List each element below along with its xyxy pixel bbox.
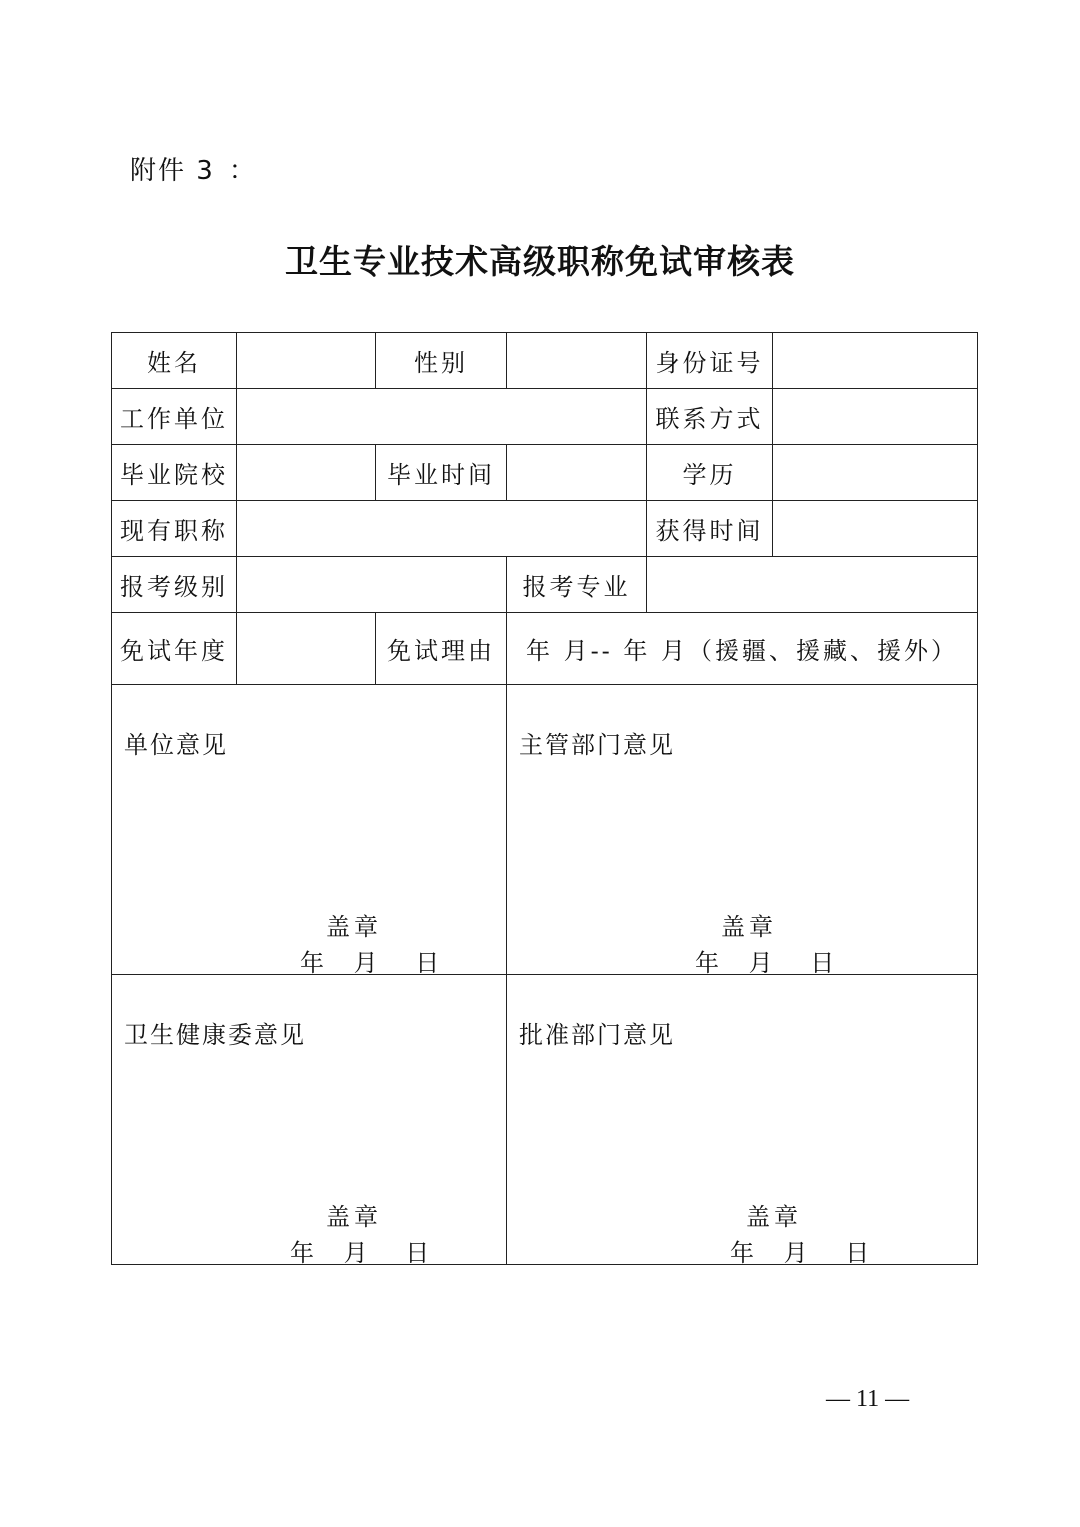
workplace-label: 工作单位 bbox=[112, 389, 237, 445]
exempt-reason-field[interactable]: 年 月-- 年 月（援疆、援藏、援外） bbox=[507, 613, 978, 685]
date-year: 年 bbox=[300, 949, 324, 977]
obtained-time-label: 获得时间 bbox=[647, 501, 773, 557]
graduation-time-label: 毕业时间 bbox=[376, 445, 507, 501]
date-day: 日 bbox=[810, 949, 835, 977]
health-commission-opinion-date bbox=[290, 1233, 429, 1268]
page-number: — 11 — bbox=[826, 1386, 910, 1412]
obtained-time-field[interactable] bbox=[773, 501, 978, 557]
date-day: 日 bbox=[845, 1239, 870, 1267]
name-label: 姓名 bbox=[112, 333, 237, 389]
gender-label: 性别 bbox=[376, 333, 507, 389]
date-year: 年 bbox=[695, 949, 719, 977]
form-row-work bbox=[112, 389, 978, 445]
form-row-title bbox=[112, 501, 978, 557]
date-month: 月 bbox=[353, 949, 378, 977]
date-month: 月 bbox=[748, 949, 773, 977]
date-month: 月 bbox=[343, 1239, 368, 1267]
education-label: 学历 bbox=[647, 445, 773, 501]
date-day: 日 bbox=[405, 1239, 430, 1267]
form-row-education bbox=[112, 445, 978, 501]
approval-opinion-label: 批准部门意见 bbox=[519, 1021, 675, 1049]
supervisor-opinion-box[interactable] bbox=[507, 685, 978, 975]
supervisor-opinion-date bbox=[695, 943, 834, 978]
date-month: 月 bbox=[783, 1239, 808, 1267]
current-title-label: 现有职称 bbox=[112, 501, 237, 557]
date-day: 日 bbox=[415, 949, 440, 977]
name-field[interactable] bbox=[237, 333, 376, 389]
supervisor-opinion-label: 主管部门意见 bbox=[519, 731, 675, 759]
exempt-reason-label: 免试理由 bbox=[376, 613, 507, 685]
supervisor-opinion-seal: 盖章 bbox=[721, 913, 777, 941]
date-year: 年 bbox=[290, 1239, 314, 1267]
attachment-label bbox=[130, 150, 257, 187]
education-field[interactable] bbox=[773, 445, 978, 501]
approval-opinion-seal: 盖章 bbox=[746, 1203, 802, 1231]
unit-opinion-label: 单位意见 bbox=[124, 731, 228, 759]
health-commission-opinion-label: 卫生健康委意见 bbox=[124, 1021, 306, 1049]
form-row-exemption bbox=[112, 613, 978, 685]
approval-opinion-date bbox=[730, 1233, 869, 1268]
health-commission-opinion-box[interactable] bbox=[112, 975, 507, 1265]
current-title-field[interactable] bbox=[237, 501, 647, 557]
exam-level-field[interactable] bbox=[237, 557, 507, 613]
graduation-time-field[interactable] bbox=[507, 445, 647, 501]
exam-major-field[interactable] bbox=[647, 557, 978, 613]
attachment-colon: ： bbox=[228, 156, 257, 186]
school-label: 毕业院校 bbox=[112, 445, 237, 501]
id-number-field[interactable] bbox=[773, 333, 978, 389]
id-number-label: 身份证号 bbox=[647, 333, 773, 389]
gender-field[interactable] bbox=[507, 333, 647, 389]
form-row-opinions-2 bbox=[112, 975, 978, 1265]
health-commission-opinion-seal: 盖章 bbox=[326, 1203, 382, 1231]
school-field[interactable] bbox=[237, 445, 376, 501]
attachment-number: 附件 3 bbox=[130, 156, 215, 186]
exempt-year-label: 免试年度 bbox=[112, 613, 237, 685]
exam-major-label: 报考专业 bbox=[507, 557, 647, 613]
exam-level-label: 报考级别 bbox=[112, 557, 237, 613]
contact-label: 联系方式 bbox=[647, 389, 773, 445]
date-year: 年 bbox=[730, 1239, 754, 1267]
workplace-field[interactable] bbox=[237, 389, 647, 445]
unit-opinion-seal: 盖章 bbox=[326, 913, 382, 941]
form-row-opinions-1 bbox=[112, 685, 978, 975]
review-form-table bbox=[111, 332, 978, 1265]
contact-field[interactable] bbox=[773, 389, 978, 445]
exempt-year-field[interactable] bbox=[237, 613, 376, 685]
unit-opinion-date bbox=[300, 943, 439, 978]
unit-opinion-box[interactable] bbox=[112, 685, 507, 975]
form-row-exam bbox=[112, 557, 978, 613]
page-title: 卫生专业技术高级职称免试审核表 bbox=[285, 242, 795, 281]
approval-opinion-box[interactable] bbox=[507, 975, 978, 1265]
form-row-basic bbox=[112, 333, 978, 389]
